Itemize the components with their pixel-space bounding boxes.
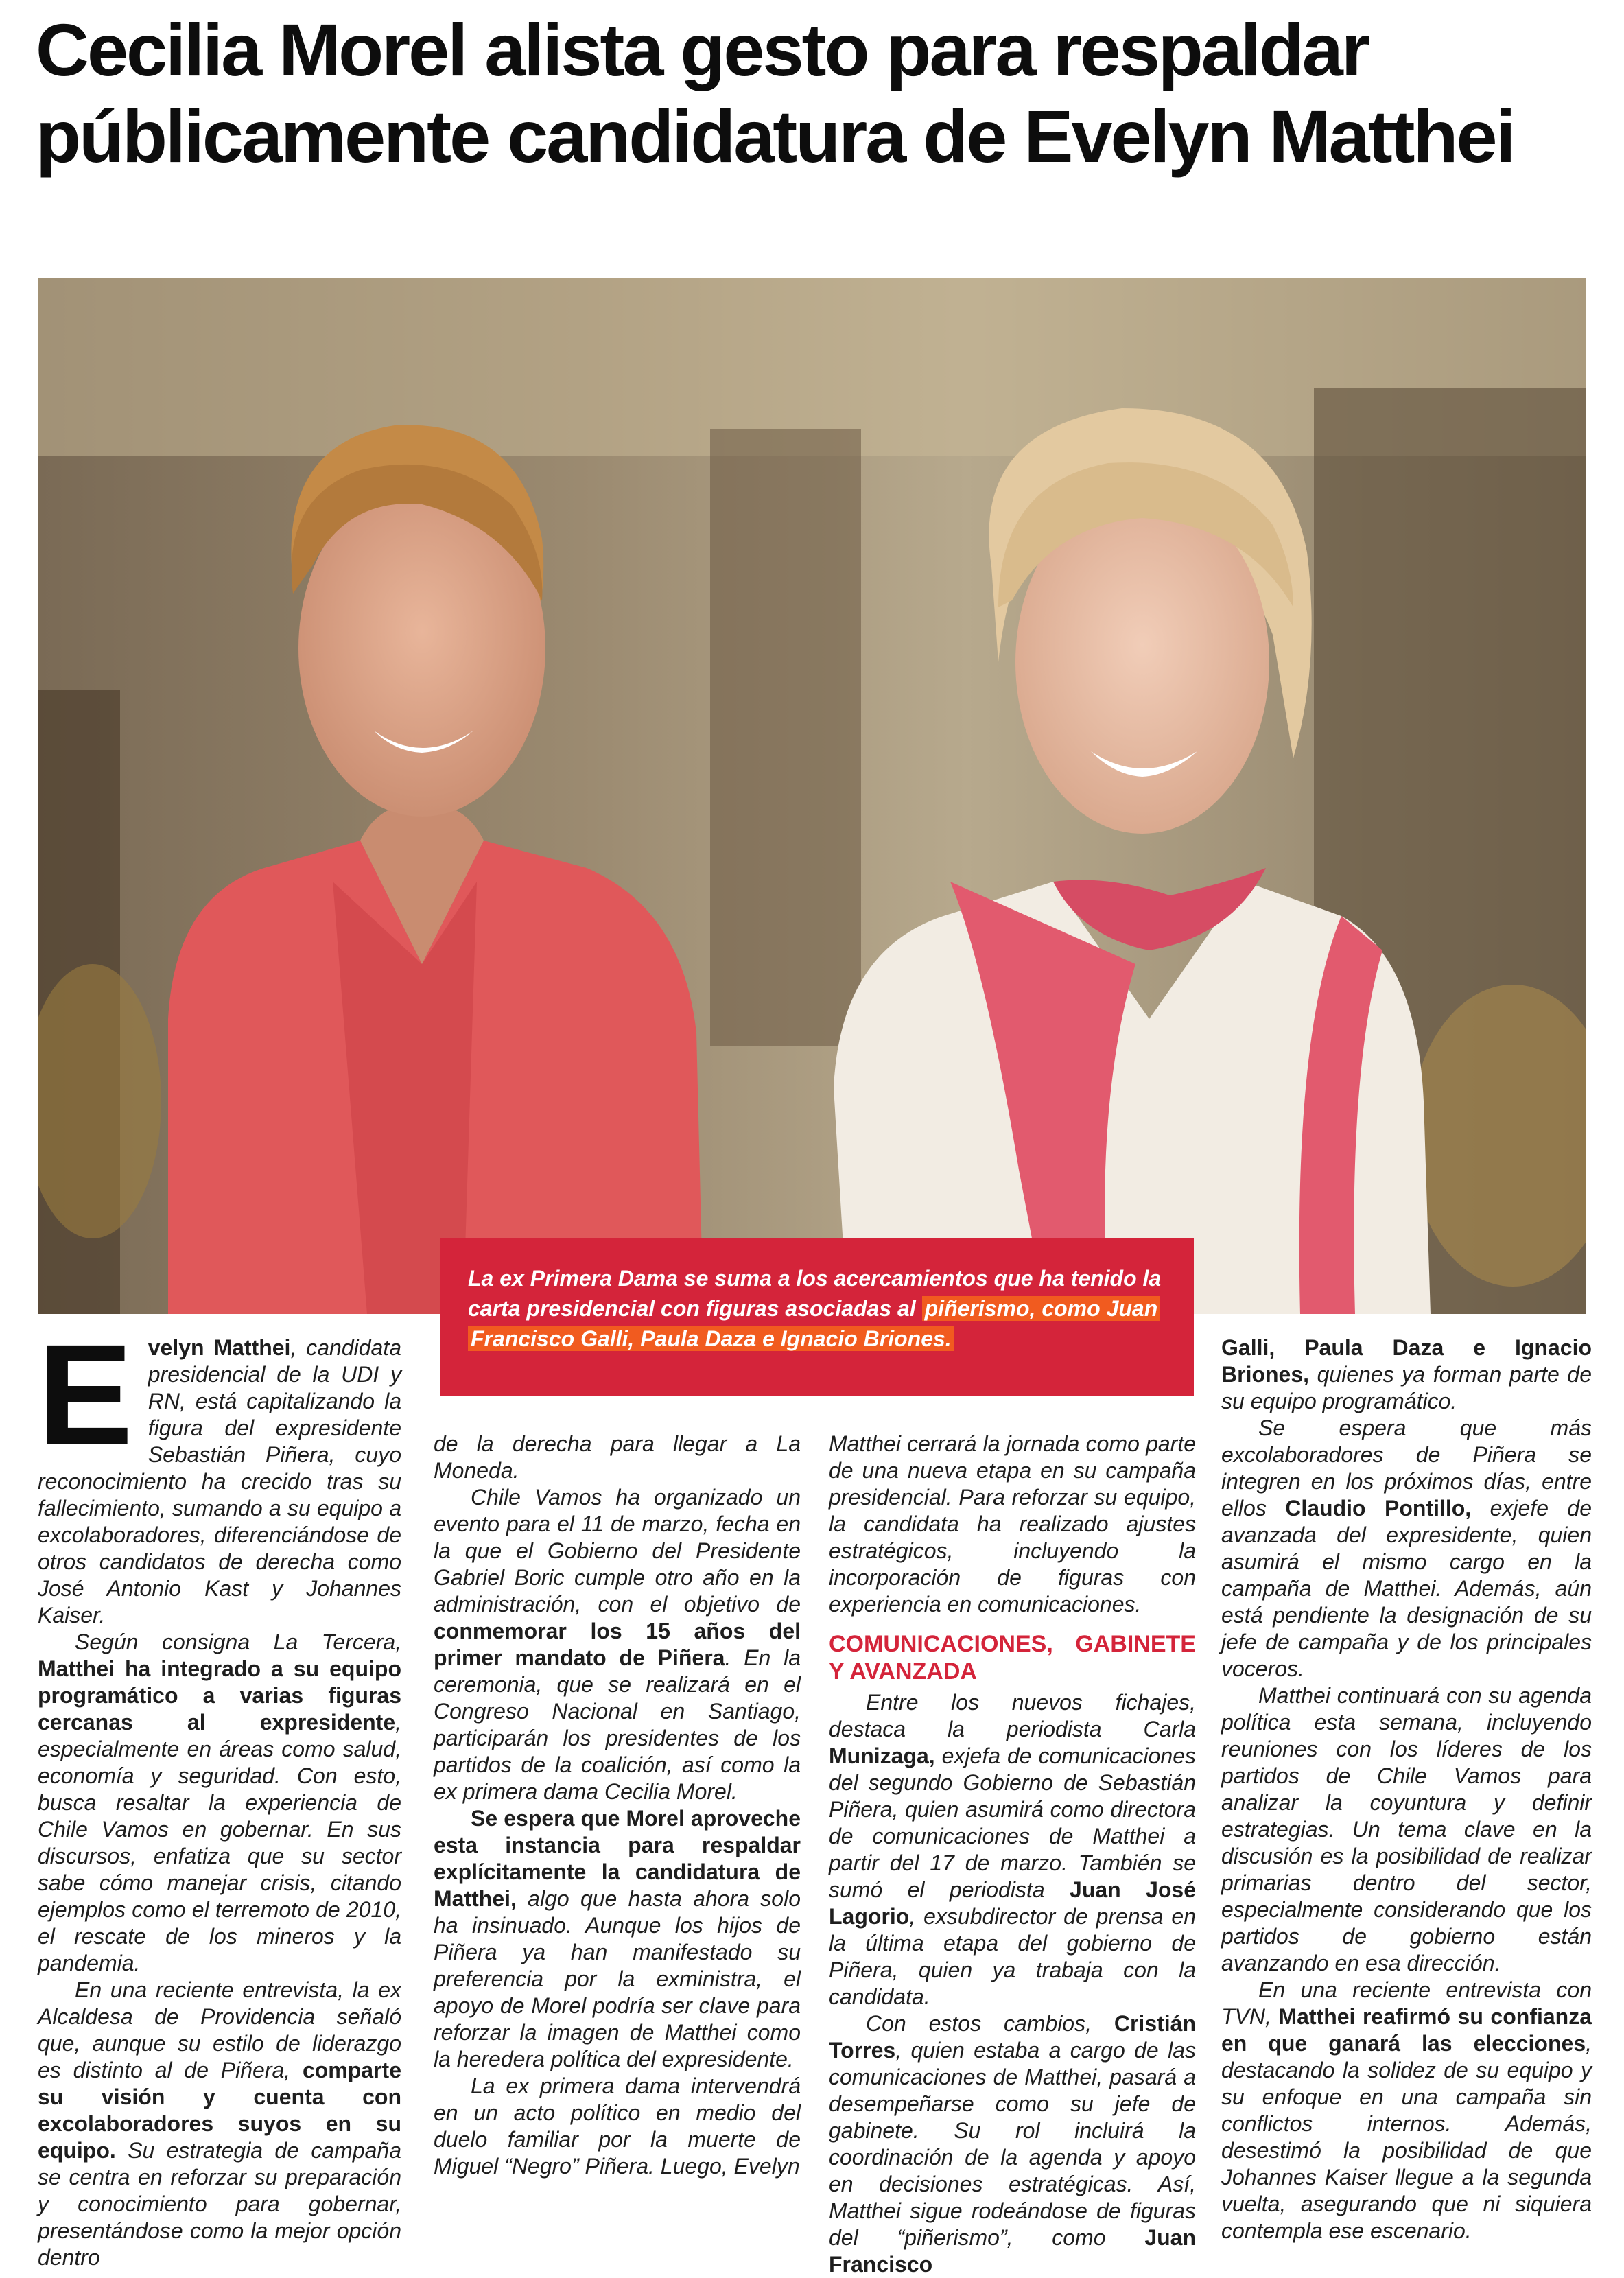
- bold-span: Matthei ha integrado a su equipo programático a varias figuras cercanas al expresidente: [38, 1656, 401, 1735]
- text-span: Su estrategia de campaña se centra en reforzar su preparación y conocimiento para gobernar, presentándose como la mejor opción dentro: [38, 2138, 401, 2270]
- text-span: Chile Vamos ha organizado un evento para el 11 de marzo, fecha en la que el Gobierno del Presidente Gabriel Boric cumple otro año en la administración, con el objetivo de: [434, 1485, 801, 1617]
- paragraph: [829, 2010, 1196, 2278]
- drop-cap: E: [38, 1315, 133, 1475]
- article-column-1: [38, 1315, 402, 2271]
- text-span: , candidata presidencial de la UDI y RN, está capitalizando la figura del expresidente Sebastián Piñera, cuyo reconocimiento ha crecido tras su fallecimiento, sumando a su equipo a excolaboradores, diferenciándose de otros candidatos de derecha como José Antonio Kast y Johannes Kaiser.: [38, 1335, 402, 1628]
- photo-illustration: [38, 278, 1586, 1314]
- text-span: , especialmente en áreas como salud, economía y seguridad. Con esto, busca resaltar la experiencia de Chile Vamos en gobernar. En sus discursos, enfatiza que su sector sabe cómo manejar crisis, citando ejemplos como el terremoto de 2010, el rescate de los mineros y la pandemia.: [38, 1710, 401, 1975]
- text-span: exjefe de avanzada del expresidente, quien asumirá el mismo cargo en la campaña de Matthei. Además, aún está pendiente la designación de su jefe de campaña y de los principales voceros.: [1221, 1496, 1592, 1681]
- bold-span: Matthei reafirmó su confianza en que ganará las elecciones: [1221, 2004, 1592, 2056]
- caption-highlight: piñerismo, como Juan Francisco Galli, Paula Daza e Ignacio Briones.: [468, 1296, 1160, 1351]
- article-photo: [38, 278, 1586, 1314]
- paragraph: [434, 1484, 801, 1805]
- text-span: Entre los nuevos fichajes, destaca la periodista Carla: [829, 1690, 1196, 1741]
- text-span: En una reciente entrevista con TVN,: [1221, 1977, 1592, 2029]
- bold-span: Munizaga,: [829, 1743, 935, 1768]
- bold-span: Claudio Pontillo,: [1285, 1496, 1472, 1520]
- paragraph: [434, 1805, 801, 2073]
- paragraph: [1221, 1977, 1592, 2244]
- headline: Cecilia Morel alista gesto para respaldar públicamente candidatura de Evelyn Matthei: [36, 8, 1514, 178]
- caption-text: [468, 1263, 1175, 1354]
- text-span: . En la ceremonia, que se realizará en el Congreso Nacional en Santiago, participarán los presidentes de los partidos de la coalición, así como la ex primera dama Cecilia Morel.: [434, 1645, 801, 1804]
- text-span: , destacando la solidez de su equipo y su enfoque en una campaña sin conflictos internos. Además, desestimó la posibilidad de que Johannes Kaiser llegue a la segunda vuelta, asegurando que ni siquiera contempla ese escenario.: [1221, 2031, 1592, 2243]
- bold-span: Juan José Lagorio: [829, 1877, 1197, 1929]
- paragraph: Matthei continuará con su agenda política esta semana, incluyendo reuniones con los líderes de los partidos de Chile Vamos para analizar la coyuntura y definir estrategias. Un tema clave en la discusión es la posibilidad de realizar primarias dentro del sector, especialmente considerando que los partidos de gobierno están avanzando en esa dirección.: [1221, 1683, 1592, 1975]
- bold-span: Galli, Paula Daza e Ignacio Briones,: [1221, 1335, 1592, 1387]
- paragraph: [1221, 1415, 1592, 1682]
- text-span: algo que hasta ahora solo ha insinuado. Aunque los hijos de Piñera ya han manifestado su preferencia por la exministra, el apoyo de Morel podría ser clave para reforzar la imagen de Matthei como la heredera política del expresidente.: [434, 1886, 801, 2071]
- bold-span: conmemorar los 15 años del primer mandato de Piñera: [434, 1619, 801, 1670]
- text-span: quienes ya forman parte de su equipo programático.: [1221, 1362, 1592, 1413]
- paragraph: [1221, 1335, 1592, 1415]
- bold-span: Se espera que Morel aproveche esta instancia para respaldar explícitamente la candidatura de Matthei,: [434, 1806, 801, 1911]
- bold-span: Cristián Torres: [829, 2011, 1196, 2063]
- paragraph: de la derecha para llegar a La Moneda.: [434, 1431, 801, 1483]
- paragraph: [38, 1629, 401, 1977]
- text-span: Con estos cambios,: [866, 2011, 1114, 2036]
- paragraph: La ex primera dama intervendrá en un acto político en medio del duelo familiar por la muerte de Miguel “Negro” Piñera. Luego, Evelyn: [434, 2074, 801, 2179]
- text-span: Se espera que más excolaboradores de Piñera se integren en los próximos días, entre ellos: [1221, 1416, 1592, 1520]
- paragraph: Matthei cerrará la jornada como parte de una nueva etapa en su campaña presidencial. Para reforzar su equipo, la candidata ha realizado ajustes estratégicos, incluyendo la incorporación de figuras con experiencia en comunicaciones.: [829, 1431, 1196, 1617]
- bold-span: comparte su visión y cuenta con excolaboradores suyos en su equipo.: [38, 2058, 401, 2163]
- bold-span: velyn Matthei: [148, 1335, 291, 1360]
- text-span: Según consigna La Tercera,: [75, 1630, 401, 1654]
- caption-part-1: La ex Primera Dama se suma a los acercamientos que ha tenido la carta presidencial con figuras asociadas al: [468, 1266, 1162, 1321]
- text-span: , quien estaba a cargo de las comunicaciones de Matthei, pasará a desempeñarse como su jefe de gabinete. Su rol incluirá la coordinación de la agenda y apoyo en decisiones estratégicas. Así, Matthei sigue rodeándose de figuras del “piñerismo”, como: [829, 2038, 1196, 2250]
- bold-span: Juan Francisco: [829, 2225, 1196, 2277]
- text-span: En una reciente entrevista, la ex Alcaldesa de Providencia señaló que, aunque su estilo de liderazgo es distinto al de Piñera,: [38, 1977, 401, 2082]
- photo-caption: [440, 1238, 1194, 1396]
- section-subhead: COMUNICACIONES, GABINETE Y AVANZADA: [829, 1631, 1196, 1684]
- article-column-3: [829, 1431, 1196, 2278]
- article-column-4: [1221, 1335, 1592, 2244]
- article-column-2: [434, 1431, 801, 2180]
- paragraph: [38, 1977, 401, 2271]
- text-span: , exsubdirector de prensa en la última etapa del gobierno de Piñera, quien ya trabaja con la candidata.: [829, 1904, 1196, 2009]
- paragraph: [829, 1689, 1196, 2010]
- text-span: exjefa de comunicaciones del segundo Gobierno de Sebastián Piñera, quien asumirá como directora de comunicaciones de Matthei a partir del 17 de marzo. También se sumó el periodista: [829, 1743, 1196, 1902]
